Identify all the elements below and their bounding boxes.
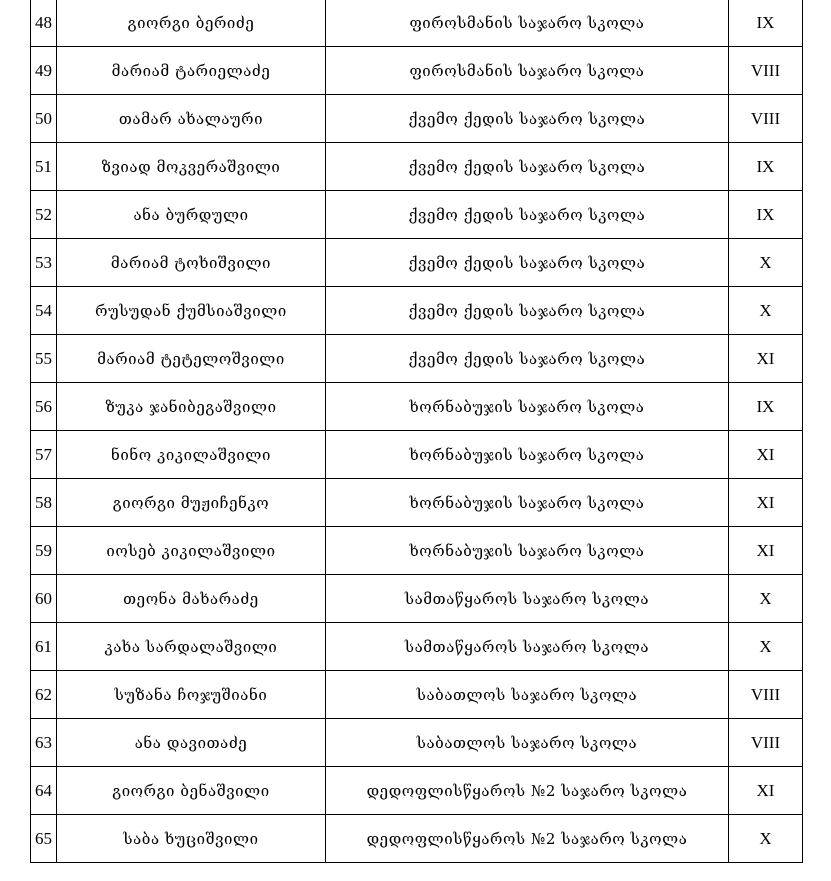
row-number: 54 [31,287,57,335]
student-name: თეონა მახარაძე [57,575,326,623]
school-name: საბათლოს საჯარო სკოლა [326,671,729,719]
participants-table-body [31,0,803,863]
row-number: 56 [31,383,57,431]
student-name: გიორგი ბენაშვილი [57,767,326,815]
student-name: ანა ბურდული [57,191,326,239]
table-row [31,239,803,287]
grade: VIII [729,95,803,143]
table-row [31,0,803,47]
grade: VIII [729,671,803,719]
grade: XI [729,335,803,383]
student-name: კახა სარდალაშვილი [57,623,326,671]
row-number: 64 [31,767,57,815]
table-row [31,575,803,623]
student-name: თამარ ახალაური [57,95,326,143]
student-name: მარიამ ტარიელაძე [57,47,326,95]
row-number: 61 [31,623,57,671]
school-name: დედოფლისწყაროს №2 საჯარო სკოლა [326,767,729,815]
grade: XI [729,431,803,479]
grade: IX [729,0,803,47]
school-name: ხორნაბუჯის საჯარო სკოლა [326,383,729,431]
grade: VIII [729,47,803,95]
grade: IX [729,143,803,191]
table-row [31,431,803,479]
table-row [31,287,803,335]
student-name: მარიამ ტეტელოშვილი [57,335,326,383]
table-row [31,143,803,191]
student-name: ნინო კიკილაშვილი [57,431,326,479]
student-name: სუზანა ჩოჯუშიანი [57,671,326,719]
school-name: ფიროსმანის საჯარო სკოლა [326,0,729,47]
table-row [31,671,803,719]
row-number: 48 [31,0,57,47]
row-number: 51 [31,143,57,191]
row-number: 53 [31,239,57,287]
grade: X [729,287,803,335]
table-row [31,383,803,431]
school-name: ხორნაბუჯის საჯარო სკოლა [326,479,729,527]
table-row [31,767,803,815]
school-name: ქვემო ქედის საჯარო სკოლა [326,335,729,383]
school-name: ქვემო ქედის საჯარო სკოლა [326,191,729,239]
grade: XI [729,767,803,815]
school-name: ქვემო ქედის საჯარო სკოლა [326,143,729,191]
grade: IX [729,383,803,431]
grade: X [729,623,803,671]
school-name: ხორნაბუჯის საჯარო სკოლა [326,527,729,575]
grade: XI [729,527,803,575]
table-row [31,95,803,143]
grade: IX [729,191,803,239]
row-number: 55 [31,335,57,383]
grade: X [729,575,803,623]
table-row [31,191,803,239]
participants-table [30,0,803,863]
student-name: ზვიად მოკვერაშვილი [57,143,326,191]
school-name: სამთაწყაროს საჯარო სკოლა [326,623,729,671]
table-row [31,815,803,863]
student-name: იოსებ კიკილაშვილი [57,527,326,575]
student-name: მარიამ ტოხიშვილი [57,239,326,287]
row-number: 59 [31,527,57,575]
school-name: დედოფლისწყაროს №2 საჯარო სკოლა [326,815,729,863]
school-name: ხორნაბუჯის საჯარო სკოლა [326,431,729,479]
row-number: 49 [31,47,57,95]
student-name: გიორგი მუჟიჩენკო [57,479,326,527]
school-name: სამთაწყაროს საჯარო სკოლა [326,575,729,623]
row-number: 57 [31,431,57,479]
student-name: რუსუდან ქუმსიაშვილი [57,287,326,335]
row-number: 60 [31,575,57,623]
grade: X [729,815,803,863]
row-number: 62 [31,671,57,719]
row-number: 52 [31,191,57,239]
row-number: 63 [31,719,57,767]
row-number: 65 [31,815,57,863]
table-row [31,47,803,95]
school-name: ქვემო ქედის საჯარო სკოლა [326,95,729,143]
student-name: საბა ხუციშვილი [57,815,326,863]
school-name: ფიროსმანის საჯარო სკოლა [326,47,729,95]
table-row [31,479,803,527]
row-number: 50 [31,95,57,143]
grade: X [729,239,803,287]
school-name: ქვემო ქედის საჯარო სკოლა [326,239,729,287]
student-name: ზუკა ჯანიბეგაშვილი [57,383,326,431]
table-row [31,527,803,575]
table-row [31,623,803,671]
school-name: საბათლოს საჯარო სკოლა [326,719,729,767]
table-row [31,335,803,383]
student-name: გიორგი ბერიძე [57,0,326,47]
row-number: 58 [31,479,57,527]
school-name: ქვემო ქედის საჯარო სკოლა [326,287,729,335]
grade: XI [729,479,803,527]
grade: VIII [729,719,803,767]
table-row [31,719,803,767]
student-name: ანა დავითაძე [57,719,326,767]
